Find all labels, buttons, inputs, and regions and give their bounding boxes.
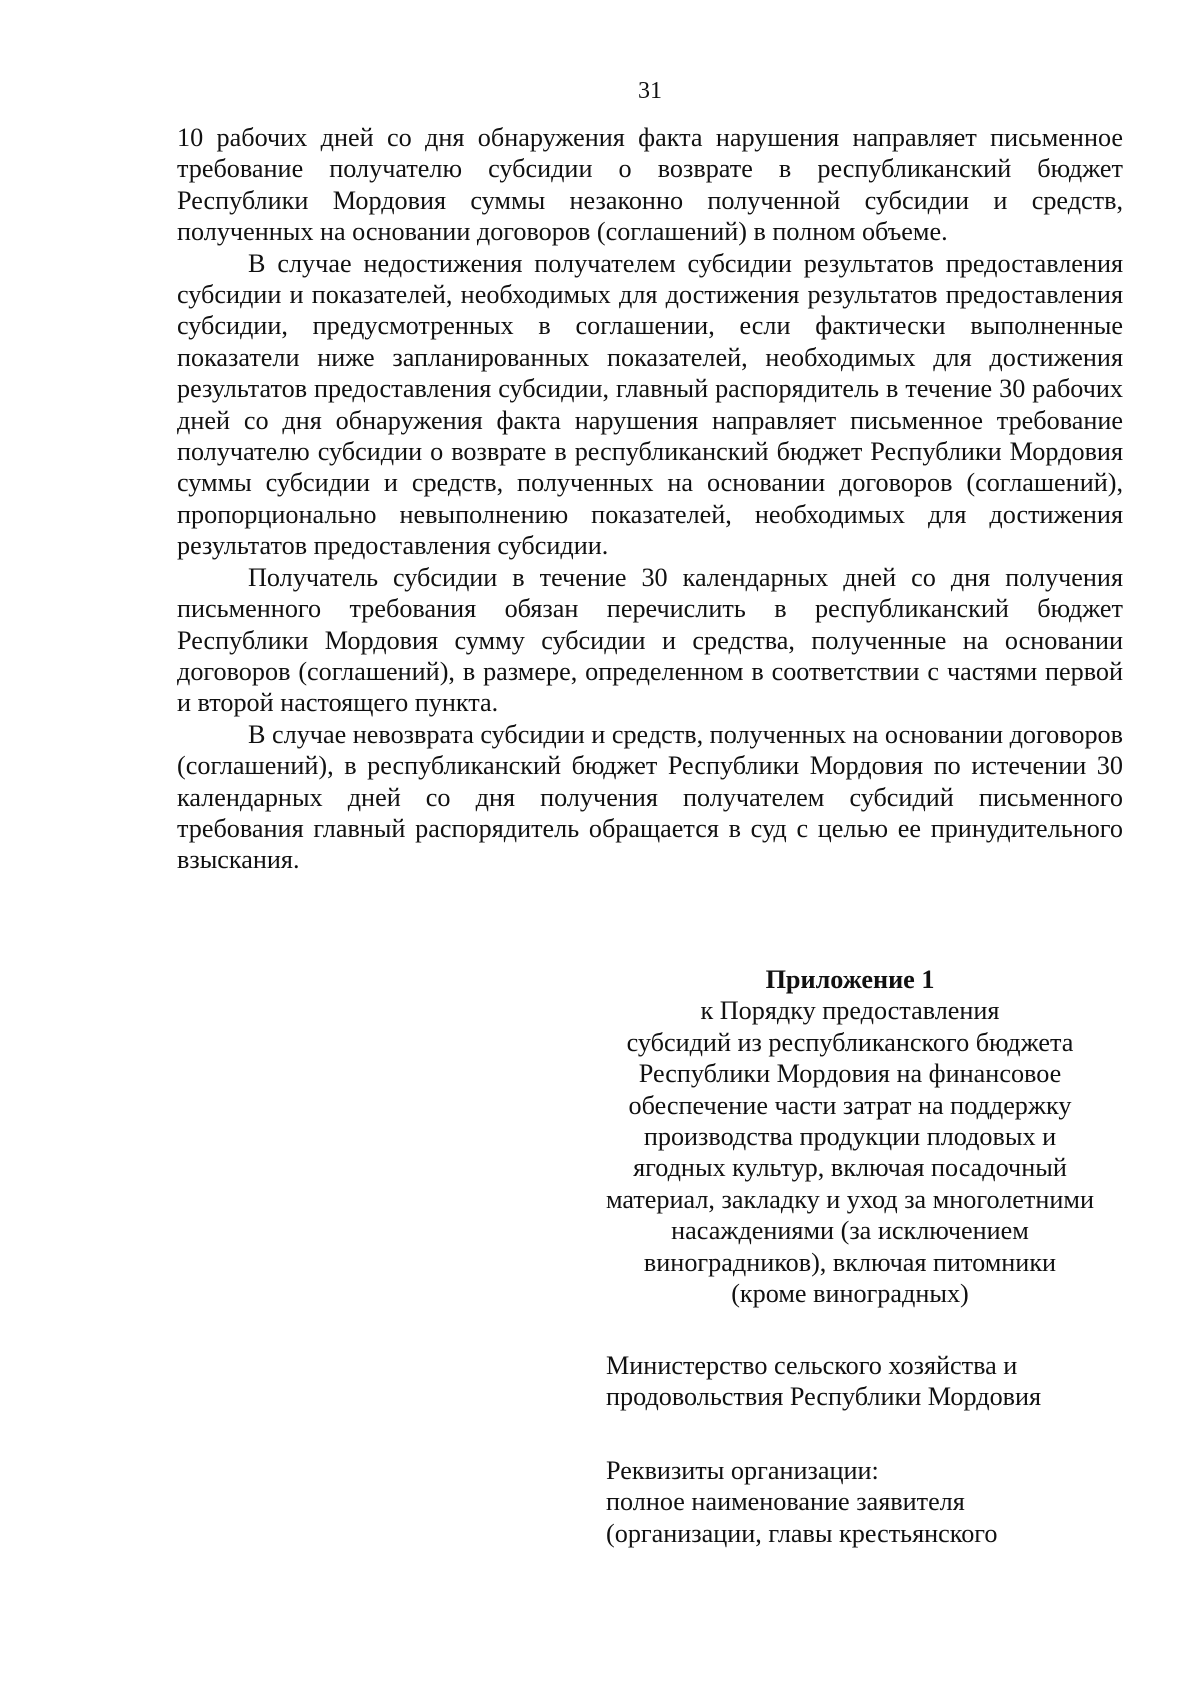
organization-details-line: (организации, главы крестьянского [606, 1518, 998, 1548]
organization-details-line: полное наименование заявителя [606, 1487, 965, 1517]
paragraph: 10 рабочих дней со дня обнаружения факта нарушения направляет письменное требование получателю субсидии о возврате в республиканский бюджет Республики Мордовия суммы незаконно полученной субсидии и средств, полученных на основании договоров (соглашений) в полном объеме. [177, 123, 1123, 247]
appendix-line: (кроме виноградных) [731, 1279, 969, 1309]
appendix-line: Республики Мордовия на финансовое [638, 1059, 1062, 1089]
ministry-line: Министерство сельского хозяйства и [606, 1351, 1018, 1380]
paragraph: В случае недостижения получателем субсидии результатов предоставления субсидии и показателей, необходимых для достижения результатов предоставления субсидии, предусмотренных в соглашении, если фактически выполненные показатели ниже запланированных показателей, необходимых для достижения результатов предоставления субсидии, главный распорядитель в течение 30 рабочих дней со дня обнаружения факта нарушения направляет письменное требование получателю субсидии о возврате в республиканский бюджет Республики Мордовия суммы субсидии и средств, полученных на основании договоров (соглашений), пропорционально невыполнению показателей, необходимых для достижения результатов предоставления субсидии. [177, 248, 1123, 561]
appendix-line: обеспечение части затрат на поддержку [628, 1090, 1072, 1120]
appendix-line: ягодных культур, включая посадочный [633, 1153, 1067, 1183]
appendix-line: насаждениями (за исключением [671, 1216, 1029, 1246]
appendix-title: Приложение 1 [765, 965, 935, 994]
organization-details-block [606, 1455, 1126, 1549]
appendix-line: к Порядку предоставления [700, 996, 1000, 1026]
page-number: 31 [638, 78, 662, 104]
body-text [177, 122, 1123, 876]
ministry-block [606, 1350, 1126, 1413]
ministry-line: продовольствия Республики Мордовия [606, 1382, 1042, 1412]
appendix-line: материал, закладку и уход за многолетними [606, 1184, 1094, 1214]
organization-details-line: Реквизиты организации: [606, 1456, 879, 1485]
appendix-line: субсидий из республиканского бюджета [626, 1027, 1074, 1057]
appendix-line: виноградников), включая питомники [643, 1247, 1057, 1277]
paragraph: В случае невозврата субсидии и средств, полученных на основании договоров (соглашений), в республиканский бюджет Республики Мордовия по истечении 30 календарных дней со дня получения получателем субсидий письменного требования главный распорядитель обращается в суд с целью ее принудительного взыскания. [177, 719, 1123, 875]
appendix-block [570, 964, 1130, 1309]
appendix-line: производства продукции плодовых и [643, 1122, 1057, 1152]
paragraph: Получатель субсидии в течение 30 календарных дней со дня получения письменного требования обязан перечислить в республиканский бюджет Республики Мордовия сумму субсидии и средства, полученные на основании договоров (соглашений), в размере, определенном в соответствии с частями первой и второй настоящего пункта. [177, 562, 1123, 718]
